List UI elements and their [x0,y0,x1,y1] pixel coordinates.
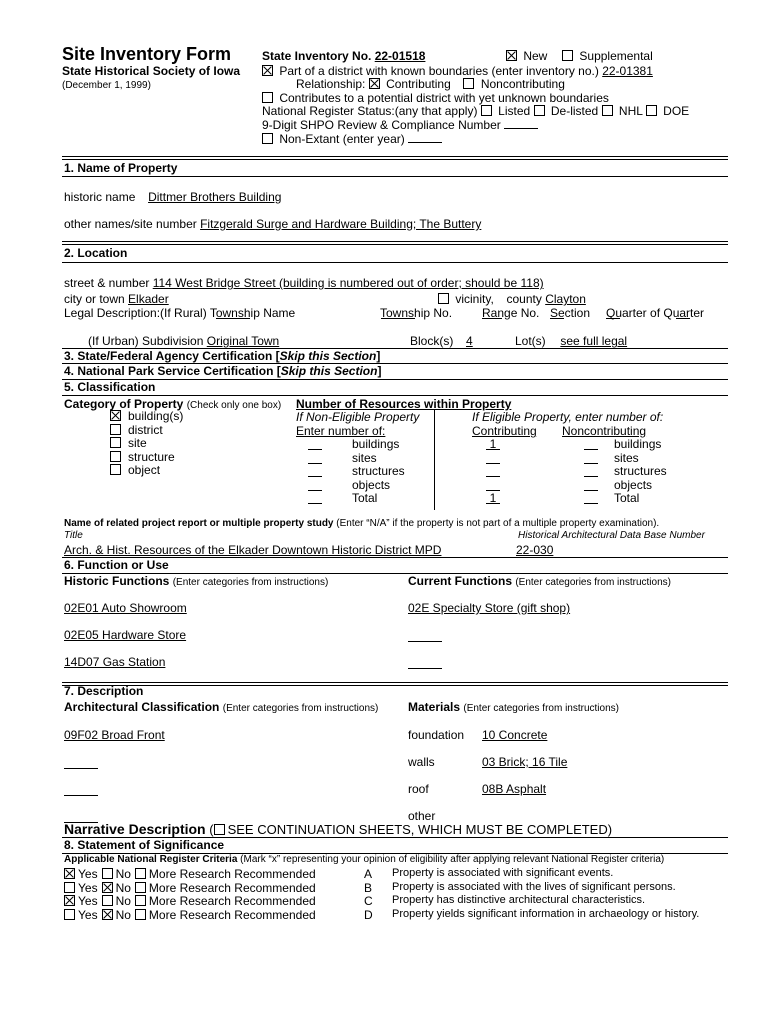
section-8-heading: 8. Statement of Significance [64,838,225,852]
listed-checkbox[interactable] [481,105,492,116]
related-study-note: (Enter “N/A” if the property is not part of a multiple property examination). [336,518,660,529]
section-4-skip: Skip this Section [280,364,378,378]
eligible-label: If Eligible Property, enter number of: [472,410,664,424]
narrative-label: Narrative Description [64,821,206,837]
vicinity-label: vicinity, [455,292,494,306]
related-study-label: Name of related project report or multiple property study [64,518,334,529]
criteria-description: Property yields significant information in archaeology or history. [392,907,700,920]
legal-description-label: Legal Description:(If Rural) Township Name [64,306,296,320]
nhl-checkbox[interactable] [602,105,613,116]
criteria-description: Property has distinctive architectural characteristics. [392,894,646,906]
divider [62,395,728,396]
non-extant-label: Non-Extant (enter year) [279,132,405,146]
nhl-label: NHL [618,104,643,118]
range-no-label: Range No. [482,306,540,320]
criteria-label: Applicable National Register Criteria [64,854,238,865]
section-3-skip: Skip this Section [279,349,377,363]
range-no-field[interactable] [482,318,502,319]
street-label: street & number [64,276,150,290]
current-functions-note: (Enter categories from instructions) [515,577,671,588]
resource-type-label: buildings [352,437,400,451]
section-2-heading: 2. Location [64,246,128,260]
of-quarter-field[interactable] [676,318,690,319]
new-label: New [523,49,548,63]
historic-functions-note: (Enter categories from instructions) [172,577,329,588]
historic-name-label: historic name [64,190,136,204]
non-eligible-label: If Non-Eligible Property [296,410,420,424]
street-value[interactable]: 114 West Bridge Street (building is numbered out of order; should be 118) [152,276,544,290]
quarter-field[interactable] [606,318,620,319]
criteria-letter: A [364,867,373,881]
category-list [110,410,183,478]
criteria-row [64,867,320,881]
walls-label: walls [408,755,435,769]
new-checkbox[interactable] [506,50,517,61]
city-label: city or town [64,292,125,306]
contributing-count-field[interactable]: 1 [486,437,500,450]
resource-type-label: objects [614,477,653,492]
walls-value[interactable]: 03 Brick; 16 Tile [482,755,568,769]
resource-type-label: objects [352,477,391,492]
divider [62,176,728,177]
non-eligible-count-field[interactable] [308,437,322,450]
resource-type-label: sites [352,450,377,465]
arch-classification-heading [64,700,378,714]
county-label: county [506,292,542,306]
township-no-label: Township No. [380,306,453,320]
non-eligible-count-field[interactable] [308,451,322,464]
other-label: other [408,809,436,823]
divider [62,241,728,245]
more-research-label: More Research Recommended [148,907,316,922]
category-item [110,451,183,465]
supplemental-checkbox[interactable] [562,50,573,61]
other-names-value[interactable]: Fitzgerald Surge and Hardware Building; The Buttery [200,217,482,231]
resource-type-label: sites [614,450,639,465]
category-label: building(s) [128,409,184,423]
category-checkbox[interactable] [110,437,121,448]
subdivision-label: (If Urban) Subdivision [88,334,204,348]
other-names-row [64,217,481,231]
hadb-label: Historical Architectural Data Base Number [518,530,705,541]
section-3-close: ] [376,349,381,363]
potential-district-row [262,91,609,105]
divider [62,262,728,263]
current-functions-heading [408,574,671,588]
category-label: object [128,463,161,477]
noncontributing-count-field[interactable] [584,464,598,477]
historic-function-3[interactable]: 14D07 Gas Station [64,655,166,669]
subdivision-value[interactable]: Original Town [206,334,280,348]
district-number-value[interactable]: 22-01381 [602,64,653,78]
category-label: site [128,436,147,450]
non-extant-checkbox[interactable] [262,133,273,144]
criteria-letter: D [364,907,373,922]
narrative-row: Narrative Description ( SEE CONTINUATION SHEETS, WHICH MUST BE COMPLETED) [64,821,613,837]
section-7-heading: 7. Description [64,684,144,698]
delisted-label: De-listed [550,104,599,118]
no-checkbox[interactable] [102,895,113,906]
part-of-district-label: Part of a district with known boundaries (enter inventory no.) [279,64,599,78]
county-value[interactable]: Clayton [545,292,586,306]
supplemental-label: Supplemental [579,49,653,63]
roof-value[interactable]: 08B Asphalt [482,782,547,796]
vicinity-checkbox[interactable] [438,293,449,304]
delisted-checkbox[interactable] [534,105,545,116]
inventory-number-value[interactable]: 22-01518 [374,49,426,63]
nr-status-row [262,104,689,118]
township-no-field[interactable] [381,318,415,319]
potential-district-label: Contributes to a potential district with yet unknown boundaries [279,91,609,105]
relationship-label: Relationship: [296,77,366,91]
enter-number-label: Enter number of: [296,424,386,438]
contributing-label: Contributing [386,77,451,91]
criteria-row [64,908,320,922]
shpo-row [262,118,538,132]
quarter-label: Quarter of Quarter [606,306,705,320]
other-names-label: other names/site number [64,217,197,231]
noncontributing-count-field[interactable] [584,478,598,491]
category-label: structure [128,449,175,464]
arch-classification-2-field[interactable] [64,755,98,769]
historic-functions-label: Historic Functions [64,574,170,588]
section-6-heading: 6. Function or Use [64,558,169,572]
inventory-number-row [262,49,425,63]
criteria-row [64,894,320,908]
historic-functions-heading [64,574,328,588]
more-research-checkbox[interactable] [135,909,146,920]
yes-label: Yes [78,894,98,908]
section-5-heading: 5. Classification [64,380,156,394]
category-label: district [128,422,163,437]
form-date: (December 1, 1999) [62,80,151,91]
divider [62,682,728,686]
lots-value[interactable]: see full legal [560,334,628,348]
more-research-checkbox[interactable] [135,882,146,893]
category-label: Category of Property [64,397,184,411]
narrative-note: SEE CONTINUATION SHEETS, WHICH MUST BE COMPLETED) [227,822,613,837]
related-study-row [64,518,659,529]
new-checkbox-row [506,49,653,63]
shpo-label: 9-Digit SHPO Review & Compliance Number [262,118,501,132]
criteria-letter: B [364,880,373,895]
column-divider [434,410,435,510]
category-item [110,464,183,478]
section-4-heading [64,364,381,378]
yes-checkbox[interactable] [64,909,75,920]
resources-heading: Number of Resources within Property [296,397,512,411]
part-of-district-checkbox[interactable] [262,65,273,76]
materials-label: Materials [408,700,461,714]
criteria-note: (Mark “x” representing your opinion of eligibility after applying relevant National Register criteria) [240,854,665,865]
shpo-field[interactable] [504,128,538,129]
resource-type-label: buildings [614,437,662,451]
yes-label: Yes [78,880,98,895]
section-4-close: ] [377,364,382,378]
noncontributing-column-label: Noncontributing [562,424,647,438]
category-item [110,424,183,438]
contributing-count-field[interactable] [486,451,500,464]
category-checkbox[interactable] [110,451,121,462]
no-checkbox[interactable] [102,868,113,879]
listed-label: Listed [498,104,531,118]
nr-status-label: National Register Status:(any that apply) [262,104,478,118]
category-note: (Check only one box) [186,400,282,411]
foundation-label: foundation [408,728,465,742]
doe-checkbox[interactable] [646,105,657,116]
title-label: Title [64,530,83,541]
yes-label: Yes [78,867,98,881]
arch-classification-label: Architectural Classification [64,700,220,714]
current-function-3-field[interactable] [408,655,442,669]
criteria-description: Property is associated with the lives of significant persons. [392,880,676,893]
historic-name-value[interactable]: Dittmer Brothers Building [148,190,282,204]
related-title-value[interactable]: Arch. & Hist. Resources of the Elkader Downtown Historic District MPD [64,543,442,557]
historic-function-2[interactable]: 02E05 Hardware Store [64,628,187,642]
street-row [64,276,544,290]
foundation-value[interactable]: 10 Concrete [482,728,548,742]
current-function-1[interactable]: 02E Specialty Store (gift shop) [408,601,571,615]
potential-district-checkbox[interactable] [262,92,273,103]
non-eligible-count-field[interactable] [308,464,322,477]
criteria-heading [64,854,664,865]
non-extant-year-field[interactable] [408,142,442,143]
historic-function-1[interactable]: 02E01 Auto Showroom [64,601,187,615]
current-functions-label: Current Functions [408,574,512,588]
no-label: No [115,867,131,881]
contributing-count-field[interactable] [486,478,500,491]
materials-heading [408,700,619,714]
section-4-label: 4. National Park Service Certification [ [64,364,281,378]
blocks-row [410,334,473,348]
contributing-column-label: Contributing [472,424,537,438]
yes-checkbox[interactable] [64,868,75,879]
more-research-label: More Research Recommended [148,867,316,881]
non-eligible-count-field[interactable] [308,491,322,504]
resource-type-label: structures [352,464,405,478]
yes-checkbox[interactable] [64,882,75,893]
district-row [262,64,653,78]
contributing-count-field[interactable] [486,464,500,477]
criteria-row [64,881,320,895]
non-extant-row [262,132,442,146]
no-checkbox[interactable] [102,882,113,893]
section-1-heading: 1. Name of Property [64,161,178,175]
lots-row [515,334,627,348]
township-name-field[interactable] [216,318,250,319]
more-research-checkbox[interactable] [135,895,146,906]
criteria-letter: C [364,894,373,908]
resource-type-label: Total [352,491,378,505]
inventory-number-label: State Inventory No. [262,49,372,63]
non-eligible-count-field[interactable] [308,478,322,491]
more-research-label: More Research Recommended [148,894,316,908]
urban-row [88,334,279,348]
category-checkbox[interactable] [110,424,121,435]
section-3-label: 3. State/Federal Agency Certification [ [64,349,280,363]
category-checkbox[interactable] [110,464,121,475]
section-field[interactable] [550,318,564,319]
contributing-checkbox[interactable] [369,78,380,89]
city-row [64,292,169,306]
category-checkbox[interactable] [110,410,121,421]
roof-label: roof [408,782,429,796]
section-label: Section [550,306,591,320]
category-item [110,437,183,451]
arch-classification-note: (Enter categories from instructions) [222,703,379,714]
arch-classification-value[interactable]: 09F02 Broad Front [64,728,165,742]
vicinity-row [438,292,586,306]
no-label: No [115,907,131,922]
yes-label: Yes [78,907,98,922]
noncontributing-count-field[interactable] [584,437,598,450]
no-checkbox[interactable] [102,909,113,920]
blocks-value[interactable]: 4 [466,334,473,348]
lots-label: Lot(s) [515,334,546,348]
historic-name-row [64,190,281,204]
current-function-2-field[interactable] [408,628,442,642]
narrative-checkbox[interactable] [214,824,225,835]
contributing-count-field[interactable]: 1 [486,491,500,504]
divider [62,156,728,160]
no-label: No [115,880,131,895]
more-research-label: More Research Recommended [148,880,316,895]
relationship-row [296,77,565,91]
category-item [110,410,183,424]
yes-checkbox[interactable] [64,895,75,906]
resource-type-label: structures [614,464,667,478]
more-research-checkbox[interactable] [135,868,146,879]
no-label: No [115,894,131,908]
hadb-value[interactable]: 22-030 [516,543,554,557]
arch-classification-3-field[interactable] [64,782,98,796]
doe-label: DOE [663,104,690,118]
city-value[interactable]: Elkader [128,292,169,306]
noncontributing-count-field[interactable] [584,491,598,504]
org-name: State Historical Society of Iowa [62,64,241,78]
criteria-description: Property is associated with significant events. [392,867,614,879]
noncontributing-count-field[interactable] [584,451,598,464]
divider [62,379,728,380]
noncontributing-label: Noncontributing [480,77,565,91]
section-3-heading [64,349,380,363]
materials-note: (Enter categories from instructions) [463,703,619,714]
resource-type-label: Total [614,491,640,505]
noncontributing-checkbox[interactable] [463,78,474,89]
form-title: Site Inventory Form [62,44,232,64]
blocks-label: Block(s) [410,334,454,348]
